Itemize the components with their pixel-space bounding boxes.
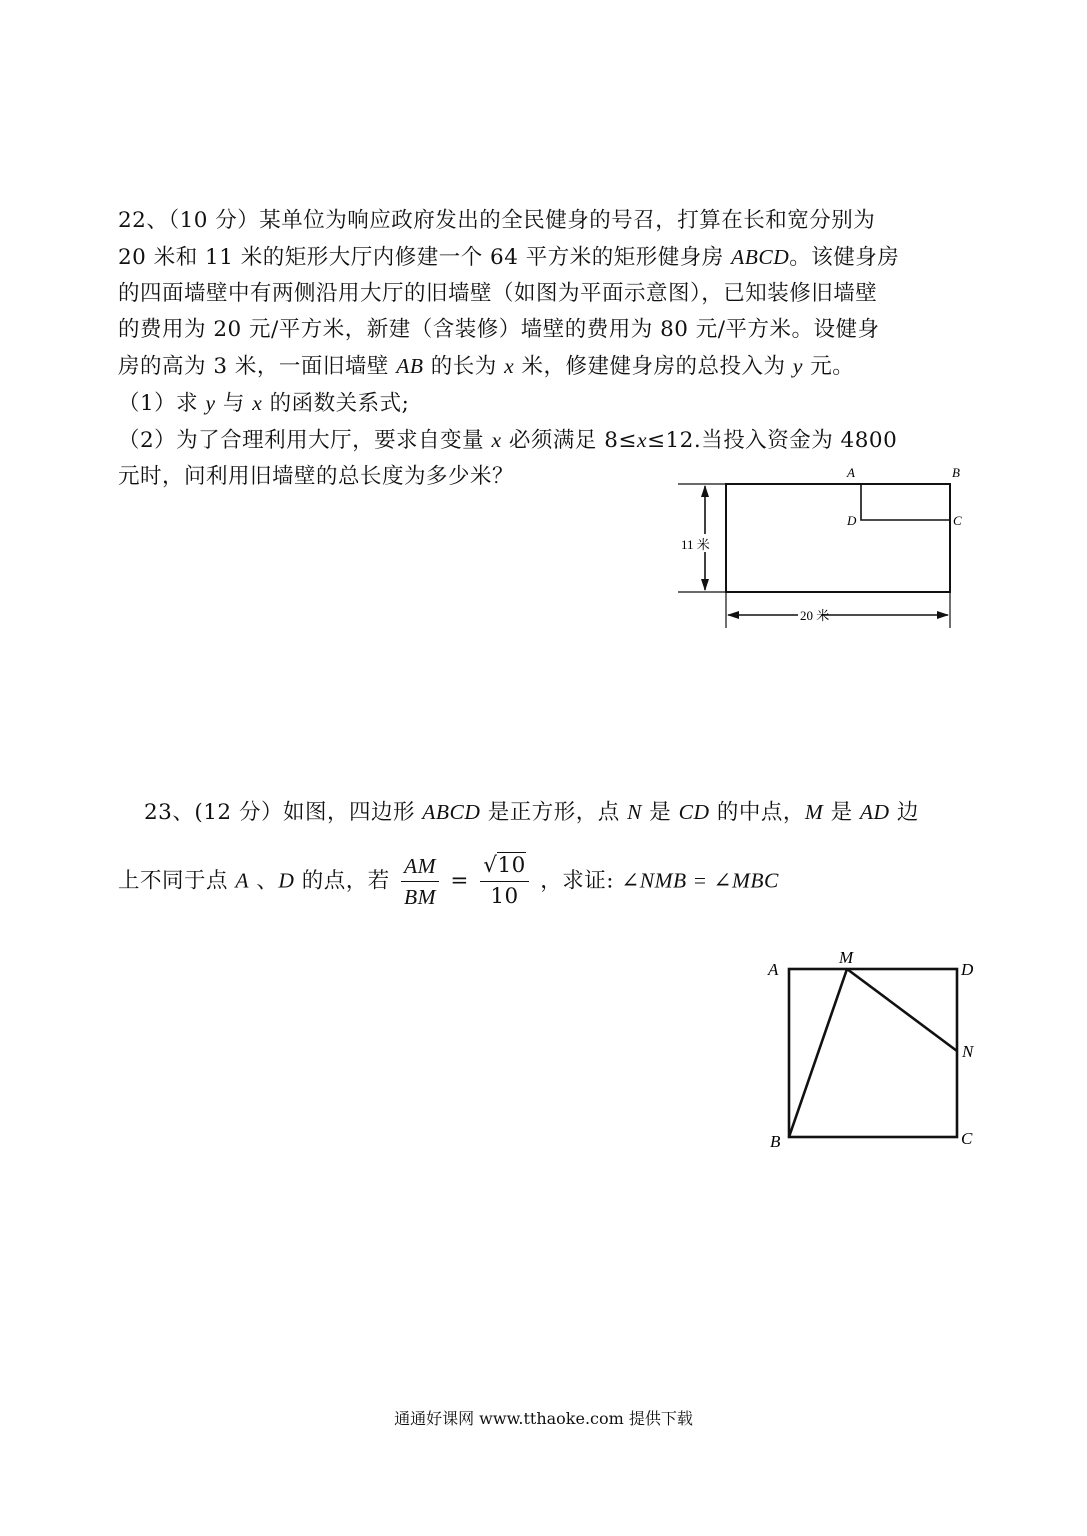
q22-point-B: B (952, 465, 960, 480)
q23-text: 、 (248, 868, 279, 894)
square-ABCD (789, 969, 957, 1137)
q23-var: A (235, 868, 249, 893)
q23-var: AD (859, 800, 890, 824)
q22-var: x (504, 354, 515, 378)
q22-line-5 (118, 348, 970, 385)
q22-line-2 (118, 239, 970, 276)
q22-var: y (205, 391, 216, 415)
q22-text: 房的高为 3 米，一面旧墙壁 (118, 354, 397, 379)
radicand: 10 (497, 853, 526, 878)
q23-text: 23、(12 分）如图，四边形 (144, 800, 423, 825)
q22-point-A: A (847, 465, 855, 480)
q22-text: 必须满足 8≤ (501, 428, 637, 453)
ratio-fraction (401, 851, 439, 912)
q22-var: ABCD (731, 245, 790, 269)
q22-width-label: 11 米 (681, 537, 710, 552)
q22-point-C: C (953, 513, 962, 528)
equals-sign: = (450, 868, 469, 894)
q22-var: AB (396, 354, 424, 378)
q23-point-M: M (839, 948, 854, 967)
fraction-numerator (480, 851, 529, 882)
q23-text: 是 (641, 800, 679, 825)
q23-point-D: D (961, 960, 974, 979)
q22-var: x (252, 391, 263, 415)
q23-point-N: N (962, 1042, 974, 1061)
sqrt-fraction (480, 851, 529, 912)
q23-point-A: A (768, 960, 779, 979)
question-22 (118, 203, 970, 495)
q22-text: （1）求 (118, 391, 206, 416)
q22-var: x (491, 428, 502, 452)
q22-text: 的费用为 20 元/平方米，新建（含装修）墙壁的费用为 80 元/平方米。设健身 (118, 317, 880, 342)
q23-line-2 (118, 851, 970, 912)
sqrt-icon: √ (483, 853, 498, 878)
q22-header: 22、（10 分）某单位为响应政府发出的全民健身的号召，打算在长和宽分别为 (118, 208, 876, 233)
q23-text: 上不同于点 (118, 868, 236, 894)
gym-outline (861, 484, 950, 520)
q22-text: （2）为了合理利用大厅，要求自变量 (118, 428, 492, 453)
q23-text: 是 (823, 800, 860, 825)
q22-line-1 (118, 203, 970, 239)
q23-text: 是正方形，点 (480, 800, 628, 825)
proof-target: ∠NMB = ∠MBC (621, 868, 779, 893)
q23-text: 的点，若 (294, 868, 398, 894)
page-footer: 通通好课网 www.tthaoke.com 提供下载 (394, 1409, 693, 1428)
segment-BM (789, 969, 847, 1137)
q22-line-4 (118, 312, 970, 348)
q23-line-1 (118, 794, 970, 831)
arrow-right-icon (937, 611, 949, 619)
q23-var: M (804, 800, 824, 824)
q22-text: 的函数关系式; (262, 391, 410, 416)
q23-text: 边 (889, 800, 919, 825)
hall-rectangle (726, 484, 950, 592)
q23-figure (760, 942, 985, 1157)
q22-subquestion-2 (118, 422, 970, 459)
q23-point-C: C (961, 1129, 973, 1148)
q23-text: ，求证: (540, 868, 622, 894)
q22-var: y (792, 354, 803, 378)
q22-text: 与 (215, 391, 253, 416)
q22-point-D: D (847, 513, 857, 528)
arrow-left-icon (727, 611, 739, 619)
q22-line-3 (118, 276, 970, 312)
arrow-down-icon (701, 579, 709, 591)
fraction-numerator: AM (401, 851, 439, 882)
q22-text: 元时，问利用旧墙壁的总长度为多少米？ (118, 464, 515, 489)
q23-var: CD (678, 800, 710, 824)
q22-text: 20 米和 11 米的矩形大厅内修建一个 64 平方米的矩形健身房 (118, 245, 732, 270)
q22-text: ≤12.当投入资金为 4800 (646, 428, 898, 453)
q22-subquestion-1 (118, 385, 970, 422)
q23-var: D (278, 868, 295, 893)
q22-length-label: 20 米 (800, 608, 830, 623)
q22-text: 。该健身房 (789, 245, 900, 270)
q23-var: ABCD (422, 800, 481, 824)
q22-text: 元。 (802, 354, 855, 379)
q22-var: x (636, 428, 647, 452)
q23-text: 的中点， (709, 800, 805, 825)
segment-MN (847, 969, 957, 1051)
arrow-up-icon (701, 485, 709, 497)
q22-figure (670, 458, 980, 633)
q22-text: 的四面墙壁中有两侧沿用大厅的旧墙壁（如图为平面示意图），已知装修旧墙壁 (118, 281, 878, 306)
fraction-denominator: BM (404, 885, 437, 909)
q23-point-B: B (770, 1132, 781, 1151)
q23-var: N (627, 800, 642, 824)
q22-text: 的长为 (423, 354, 505, 379)
q22-text: 米，修建健身房的总投入为 (514, 354, 793, 379)
question-23 (118, 794, 970, 912)
fraction-denominator: 10 (490, 884, 519, 909)
